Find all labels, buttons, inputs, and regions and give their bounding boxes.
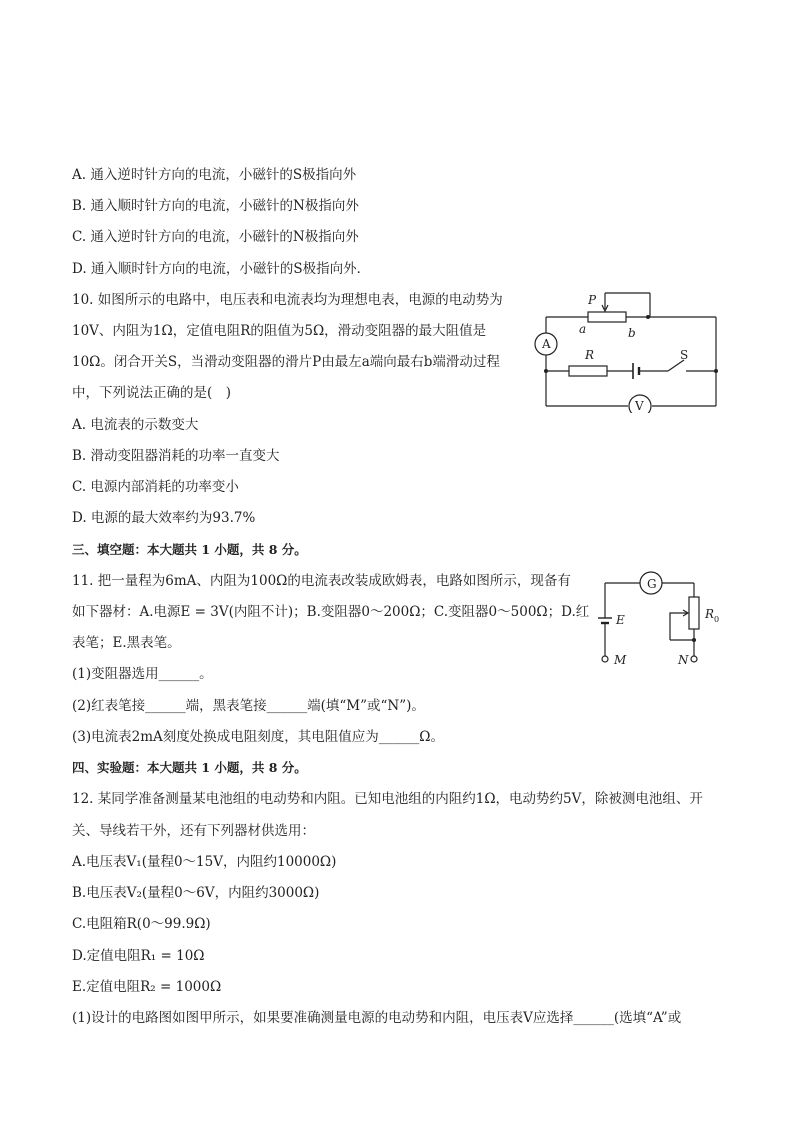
q11-part-3: (3)电流表2mA刻度处换成电阻刻度，其电阻值应为______Ω。 <box>72 729 444 745</box>
label-a: a <box>579 322 587 336</box>
q9-option-c: C. 通入逆时针方向的电流，小磁针的N极指向外 <box>72 229 359 245</box>
q10-stem-line-1: 10. 如图所示的电路中，电压表和电流表均为理想电表，电源的电动势为 <box>72 292 503 308</box>
q11-part-1: (1)变阻器选用______。 <box>72 666 213 682</box>
q11-stem-line-1: 11. 把一量程为6mA、内阻为100Ω的电流表改装成欧姆表，电路如图所示，现备有 <box>72 573 571 589</box>
q12-item-c: C.电阻箱R(0～99.9Ω) <box>72 916 211 932</box>
q12-stem-line-1: 12. 某同学准备测量某电池组的电动势和内阻。已知电池组的内阻约1Ω，电动势约5V，除被测电池组、开 <box>72 791 703 807</box>
terminal-n <box>691 656 697 662</box>
q12-stem-line-2: 关、导线若干外，还有下列器材供选用： <box>72 823 315 839</box>
label-voltmeter: V <box>635 399 644 413</box>
label-r0: R <box>705 607 715 621</box>
q11-stem-line-3: 表笔；E.黑表笔。 <box>72 635 181 651</box>
q10-option-d: D. 电源的最大效率约为93.7% <box>72 510 256 526</box>
q10-option-c: C. 电源内部消耗的功率变小 <box>72 479 239 495</box>
q12-item-a: A.电压表V₁(量程0～15V，内阻约10000Ω) <box>72 854 337 870</box>
label-r: R <box>585 348 595 362</box>
section-4-heading: 四、实验题：本大题共 1 小题，共 8 分。 <box>72 760 307 775</box>
q9-option-d: D. 通入顺时针方向的电流，小磁针的S极指向外． <box>72 261 371 277</box>
label-p: P <box>588 293 597 307</box>
section-3-heading: 三、填空题：本大题共 1 小题，共 8 分。 <box>72 542 307 557</box>
q12-item-e: E.定值电阻R₂ = 1000Ω <box>72 979 222 995</box>
q10-option-a: A. 电流表的示数变大 <box>72 417 199 433</box>
terminal-m <box>602 656 608 662</box>
q10-stem-line-3: 10Ω。闭合开关S，当滑动变阻器的滑片P由最左a端向最右b端滑动过程 <box>72 354 500 370</box>
q10-option-b: B. 滑动变阻器消耗的功率一直变大 <box>72 448 280 464</box>
label-g: G <box>647 577 657 591</box>
label-m: M <box>614 653 627 667</box>
label-s: S <box>680 348 689 362</box>
q12-item-d: D.定值电阻R₁ = 10Ω <box>72 948 205 964</box>
q9-option-a: A. 通入逆时针方向的电流，小磁针的S极指向外 <box>72 167 357 183</box>
q11-ohmmeter-diagram <box>590 570 730 670</box>
resistor-r <box>569 366 607 376</box>
rheostat <box>588 312 626 322</box>
label-b: b <box>628 326 636 340</box>
q10-stem-line-4: 中，下列说法正确的是( ) <box>72 385 232 401</box>
q11-part-2: (2)红表笔接______端，黑表笔接______端(填“M”或“N”)。 <box>72 698 425 714</box>
q12-part-1: (1)设计的电路图如图甲所示，如果要准确测量电源的电动势和内阻，电压表V应选择______(选填“A”或 <box>72 1010 682 1026</box>
q10-stem-line-2: 10V、内阻为1Ω，定值电阻R的阻值为5Ω，滑动变阻器的最大阻值是 <box>72 323 487 339</box>
label-ammeter: A <box>542 337 551 351</box>
q12-item-b: B.电压表V₂(量程0～6V，内阻约3000Ω) <box>72 885 320 901</box>
label-r0-subscript: 0 <box>714 615 720 624</box>
q10-circuit-diagram <box>530 288 725 413</box>
q11-stem-line-2: 如下器材：A.电源E = 3V(内阻不计)；B.变阻器0～200Ω；C.变阻器0～500Ω；D.红 <box>72 604 590 620</box>
label-n: N <box>678 653 689 667</box>
q9-option-b: B. 通入顺时针方向的电流，小磁针的N极指向外 <box>72 198 359 214</box>
label-e: E <box>616 613 625 627</box>
resistor-r0 <box>689 597 699 629</box>
